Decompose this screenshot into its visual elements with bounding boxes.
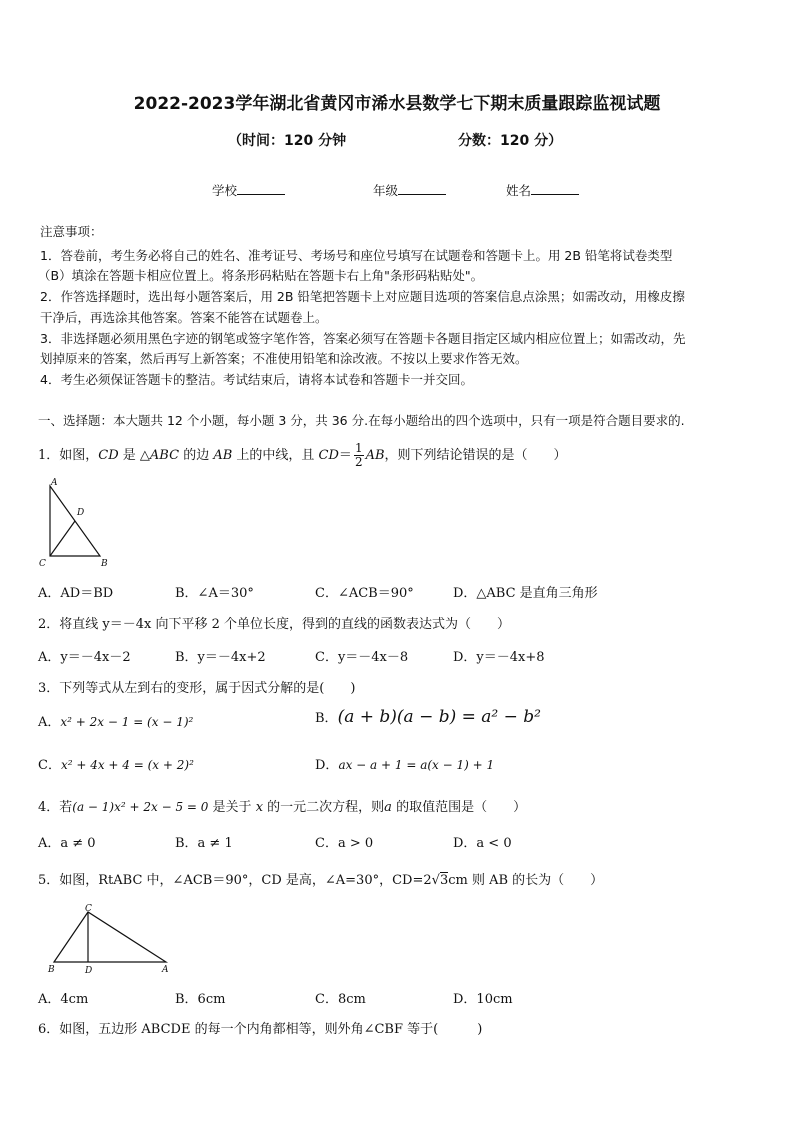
label-d: D <box>85 966 93 976</box>
question-2-stem: 2．将直线 y＝－4x 向下平移 2 个单位长度，得到的直线的函数表达式为（ ） <box>38 617 511 632</box>
triangle-abc <box>54 912 166 962</box>
school-label: 学校 <box>212 183 238 198</box>
name-field <box>506 181 579 199</box>
option-expression: x² + 2x − 1 = (x − 1)² <box>60 715 194 729</box>
q1-text: 的边 <box>179 448 214 463</box>
question-1-stem <box>38 442 567 469</box>
question-3-stem: 3．下列等式从左到右的变形，属于因式分解的是( ) <box>38 681 356 696</box>
q4-option-d[interactable]: D．a < 0 <box>453 836 512 851</box>
q5-option-c[interactable]: C．8cm <box>315 992 366 1007</box>
name-label: 姓名 <box>506 183 532 198</box>
notice-line: 干净后，再选涂其他答案。答案不能答在试题卷上。 <box>40 310 328 325</box>
label-c: C <box>85 904 92 914</box>
q4-variable-a: a <box>384 800 392 815</box>
q1-fraction <box>354 442 364 469</box>
q1-text: ，则下列结论错误的是（ ） <box>384 448 567 463</box>
q1-text: 1．如图， <box>38 448 99 463</box>
q1-option-a[interactable]: A．AD＝BD <box>38 586 114 601</box>
q5-option-a[interactable]: A．4cm <box>38 992 89 1007</box>
q1-option-b[interactable]: B．∠A＝30° <box>175 586 254 601</box>
notice-line: 划掉原来的答案，然后再写上新答案；不准使用铅笔和涂改液。不按以上要求作答无效。 <box>40 351 528 366</box>
q4-option-b[interactable]: B．a ≠ 1 <box>175 836 233 851</box>
label-b: B <box>101 559 108 569</box>
school-blank[interactable] <box>237 182 285 195</box>
q2-option-c[interactable]: C．y＝－4x－8 <box>315 650 409 665</box>
q1-option-d[interactable]: D．△ABC 是直角三角形 <box>453 586 598 601</box>
name-blank[interactable] <box>531 182 579 195</box>
q1-equals: ＝ <box>338 448 352 463</box>
grade-field <box>373 181 446 199</box>
q1-abc: ABC <box>149 448 180 463</box>
question-4-stem <box>38 796 526 815</box>
median-cd <box>50 521 75 556</box>
notice-line: 1．答卷前，考生务必将自己的姓名、准考证号、考场号和座位号填写在试题卷和答题卡上。用 2B 铅笔将试卷类型 <box>40 248 673 263</box>
q5-option-d[interactable]: D．10cm <box>453 992 513 1007</box>
q5-text: 则 AB 的长为（ ） <box>467 873 604 888</box>
sqrt-sign: √ <box>431 873 440 888</box>
q5-coefficient: 2 <box>423 873 432 888</box>
notice-line: 2．作答选择题时，选出每小题答案后，用 2B 铅笔把答题卡上对应题目选项的答案信息点涂黑；如需改动，用橡皮擦 <box>40 289 685 304</box>
q4-variable-x: x <box>255 800 264 815</box>
option-letter: A． <box>38 715 61 730</box>
label-b: B <box>48 965 55 975</box>
option-letter: D． <box>315 758 339 773</box>
option-letter: C． <box>38 758 61 773</box>
notice-block <box>40 222 756 392</box>
notice-line: 3．非选择题必须用黑色字迹的钢笔或签字笔作答，答案必须写在答题卡各题目指定区域内相应位置上；如需改动，先 <box>40 331 686 346</box>
q5-figure <box>44 902 174 977</box>
exam-score: 分数：120 分） <box>458 133 563 149</box>
exam-time: （时间：120 分钟 <box>228 133 347 149</box>
question-5-stem <box>38 869 603 888</box>
fraction-denominator: 2 <box>354 455 363 469</box>
q2-option-b[interactable]: B．y＝－4x+2 <box>175 650 266 665</box>
q4-option-c[interactable]: C．a > 0 <box>315 836 374 851</box>
notice-heading: 注意事项： <box>40 224 103 239</box>
grade-blank[interactable] <box>398 182 446 195</box>
q5-unit: cm <box>448 873 468 888</box>
option-expression: (a + b)(a − b) = a² − b² <box>337 707 541 727</box>
question-6-stem: 6．如图，五边形 ABCDE 的每一个内角都相等，则外角∠CBF 等于( ) <box>38 1022 483 1037</box>
q1-figure <box>36 476 111 571</box>
label-a: A <box>162 965 169 975</box>
q2-option-d[interactable]: D．y＝－4x+8 <box>453 650 545 665</box>
q3-option-a[interactable] <box>38 711 193 730</box>
option-expression: ax − a + 1 = a(x − 1) + 1 <box>338 758 495 772</box>
notice-line: （B）填涂在答题卡相应位置上。将条形码粘贴在答题卡右上角"条形码粘贴处"。 <box>38 268 484 283</box>
q4-text: 4．若 <box>38 800 73 815</box>
q5-text: 5．如图，RtABC 中，∠ACB＝90°，CD 是高，∠A=30°，CD= <box>38 873 424 888</box>
q1-cd: CD <box>318 448 339 463</box>
option-expression: x² + 4x + 4 = (x + 2)² <box>60 758 194 772</box>
q4-text: 的取值范围是（ ） <box>391 800 527 815</box>
q1-cd: CD <box>98 448 119 463</box>
q1-ab: AB <box>365 448 385 463</box>
q4-text: 是关于 <box>208 800 256 815</box>
label-d: D <box>77 508 85 518</box>
grade-label: 年级 <box>373 183 399 198</box>
q4-expression: (a − 1)x² + 2x − 5 = 0 <box>72 800 209 814</box>
label-c: C <box>39 559 46 569</box>
q3-option-d[interactable] <box>315 754 494 773</box>
section-heading: 一、选择题：本大题共 12 个小题，每小题 3 分，共 36 分.在每小题给出的四个选项中，只有一项是符合题目要求的. <box>38 413 685 428</box>
q2-option-a[interactable]: A．y＝－4x－2 <box>38 650 131 665</box>
q3-option-b[interactable] <box>315 707 541 727</box>
q1-ab: AB <box>213 448 233 463</box>
school-field <box>212 181 285 199</box>
exam-title: 2022-2023学年湖北省黄冈市浠水县数学七下期末质量跟踪监视试题 <box>133 94 661 114</box>
q1-option-c[interactable]: C．∠ACB＝90° <box>315 586 414 601</box>
q4-option-a[interactable]: A．a ≠ 0 <box>38 836 96 851</box>
option-letter: B． <box>315 711 338 726</box>
q5-radicand: 3 <box>439 873 449 888</box>
notice-line: 4．考生必须保证答题卡的整洁。考试结束后，请将本试卷和答题卡一并交回。 <box>40 372 473 387</box>
q3-option-c[interactable] <box>38 754 194 773</box>
fraction-numerator: 1 <box>354 441 363 455</box>
label-a: A <box>51 478 58 488</box>
q1-text: 是 △ <box>118 448 150 463</box>
q4-text: 的一元二次方程，则 <box>263 800 385 815</box>
q5-option-b[interactable]: B．6cm <box>175 992 226 1007</box>
q1-text: 上的中线，且 <box>232 448 319 463</box>
